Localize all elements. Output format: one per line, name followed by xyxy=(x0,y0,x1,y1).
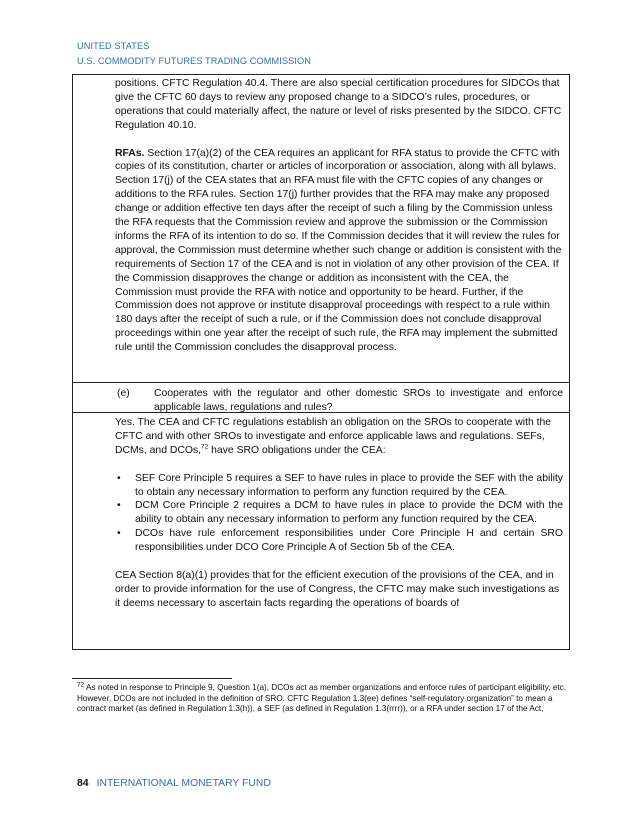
header-agency: U.S. COMMODITY FUTURES TRADING COMMISSION xyxy=(77,56,311,66)
list-item xyxy=(115,499,563,527)
footnote-number: 72 xyxy=(77,681,85,689)
answer-cell-top xyxy=(72,74,570,382)
answer-cell-bottom xyxy=(72,412,570,650)
rfa-label: RFAs. xyxy=(115,147,145,159)
core-principle-list xyxy=(115,472,563,555)
footnote xyxy=(77,683,567,715)
cea-section-paragraph: CEA Section 8(a)(1) provides that for the efficient execution of the provisions of the CEA, and in order to provide information for the use of Congress, the CFTC may make such investigations as it deems necessary to ascertain facts regarding the operations of boards of xyxy=(115,569,560,609)
bullet-icon: • xyxy=(117,500,121,512)
list-item xyxy=(115,472,563,500)
rfa-paragraph xyxy=(115,147,563,356)
bullet-icon: • xyxy=(117,472,121,484)
footnote-divider xyxy=(72,678,232,679)
footnote-ref: 72 xyxy=(201,443,209,451)
header-country: UNITED STATES xyxy=(77,41,150,51)
list-item-text: SEF Core Principle 5 requires a SEF to have rules in place to provide the SEF with the ability to obtain any necessary information to perform any function required by the CEA. xyxy=(135,472,563,498)
answer-e-block xyxy=(115,416,563,611)
list-item xyxy=(115,527,563,555)
running-header xyxy=(77,39,311,69)
answer-intro-tail: have SRO obligations under the CEA: xyxy=(208,444,386,456)
answer-intro xyxy=(115,416,563,458)
footer-org: INTERNATIONAL MONETARY FUND xyxy=(96,778,271,789)
footnote-text: As noted in response to Principle 9, Question 1(a), DCOs act as member organizations and enforce rules of participant eligibility, etc. However, DCOs are not included in the definition of SRO. CFTC Regulation 1.3(ee) defines “self-regulatory organization” to mean a contract market (as defined in Regulation 1.3(h)), a SEF (as defined in Regulation 1.3(rrrr)), or a RFA under section 17 of the Act, xyxy=(77,683,567,714)
page-number: 84 xyxy=(77,778,89,789)
question-row-e xyxy=(72,382,570,413)
rfa-text: Section 17(a)(2) of the CEA requires an applicant for RFA status to provide the CFTC with copies of its constitution, charter or articles of incorporation or association, along with all bylaws. Section 17(j) of the CEA states that an RFA must file with the CFTC copies of any changes or additions to the RFA rules. Section 17(j) further provides that the RFA may make any proposed change or addition effective ten days after the receipt of such a filing by the Commission unless the RFA requests that the Commission review and approve the submission or the Commission informs the RFA of its intention to do so. If the Commission decides that it will review the rules for approval, the Commission must determine whether such change or addition is consistent with the requirements of Section 17 of the CEA and is not in violation of any other provision of the CEA. If the Commission disapproves the change or addition as inconsistent with the CEA, the Commission must provide the RFA with notice and opportunity to be heard. Further, if the Commission does not approve or institute disapproval proceedings with respect to a rule within 180 days after the receipt of such a rule, or if the Commission does not conclude disapproval proceedings within one year after the receipt of such rule, the RFA may implement the submitted rule until the Commission concludes the disapproval process. xyxy=(115,147,562,354)
bullet-icon: • xyxy=(117,528,121,540)
certification-paragraph: positions. CFTC Regulation 40.4. There are also special certification procedures for SIDCOs that give the CFTC 60 days to review any proposed change to a SIDCO’s rules, procedures, or operations that could materially affect, the nature or level of risks presented by the SIDCO. CFTC Regulation 40.10. xyxy=(115,78,562,131)
question-label: (e) xyxy=(117,388,130,399)
answer-intro-text: Yes. The CEA and CFTC regulations establish an obligation on the SROs to cooperate with the CFTC and with other SROs to investigate and enforce applicable laws and regulations. SEFs, DCMs, and DCOs, xyxy=(115,417,552,456)
page-footer xyxy=(77,778,271,789)
answer-text-block xyxy=(115,77,563,355)
list-item-text: DCOs have rule enforcement responsibilities under Core Principle H and certain SRO responsibilities under DCO Core Principle A of Section 5b of the CEA. xyxy=(135,528,563,554)
question-text: Cooperates with the regulator and other domestic SROs to investigate and enforce applicable laws, regulations and rules? xyxy=(154,388,563,413)
list-item-text: DCM Core Principle 2 requires a DCM to have rules in place to provide the DCM with the ability to obtain any necessary information to perform any function required by the CEA. xyxy=(135,500,563,526)
